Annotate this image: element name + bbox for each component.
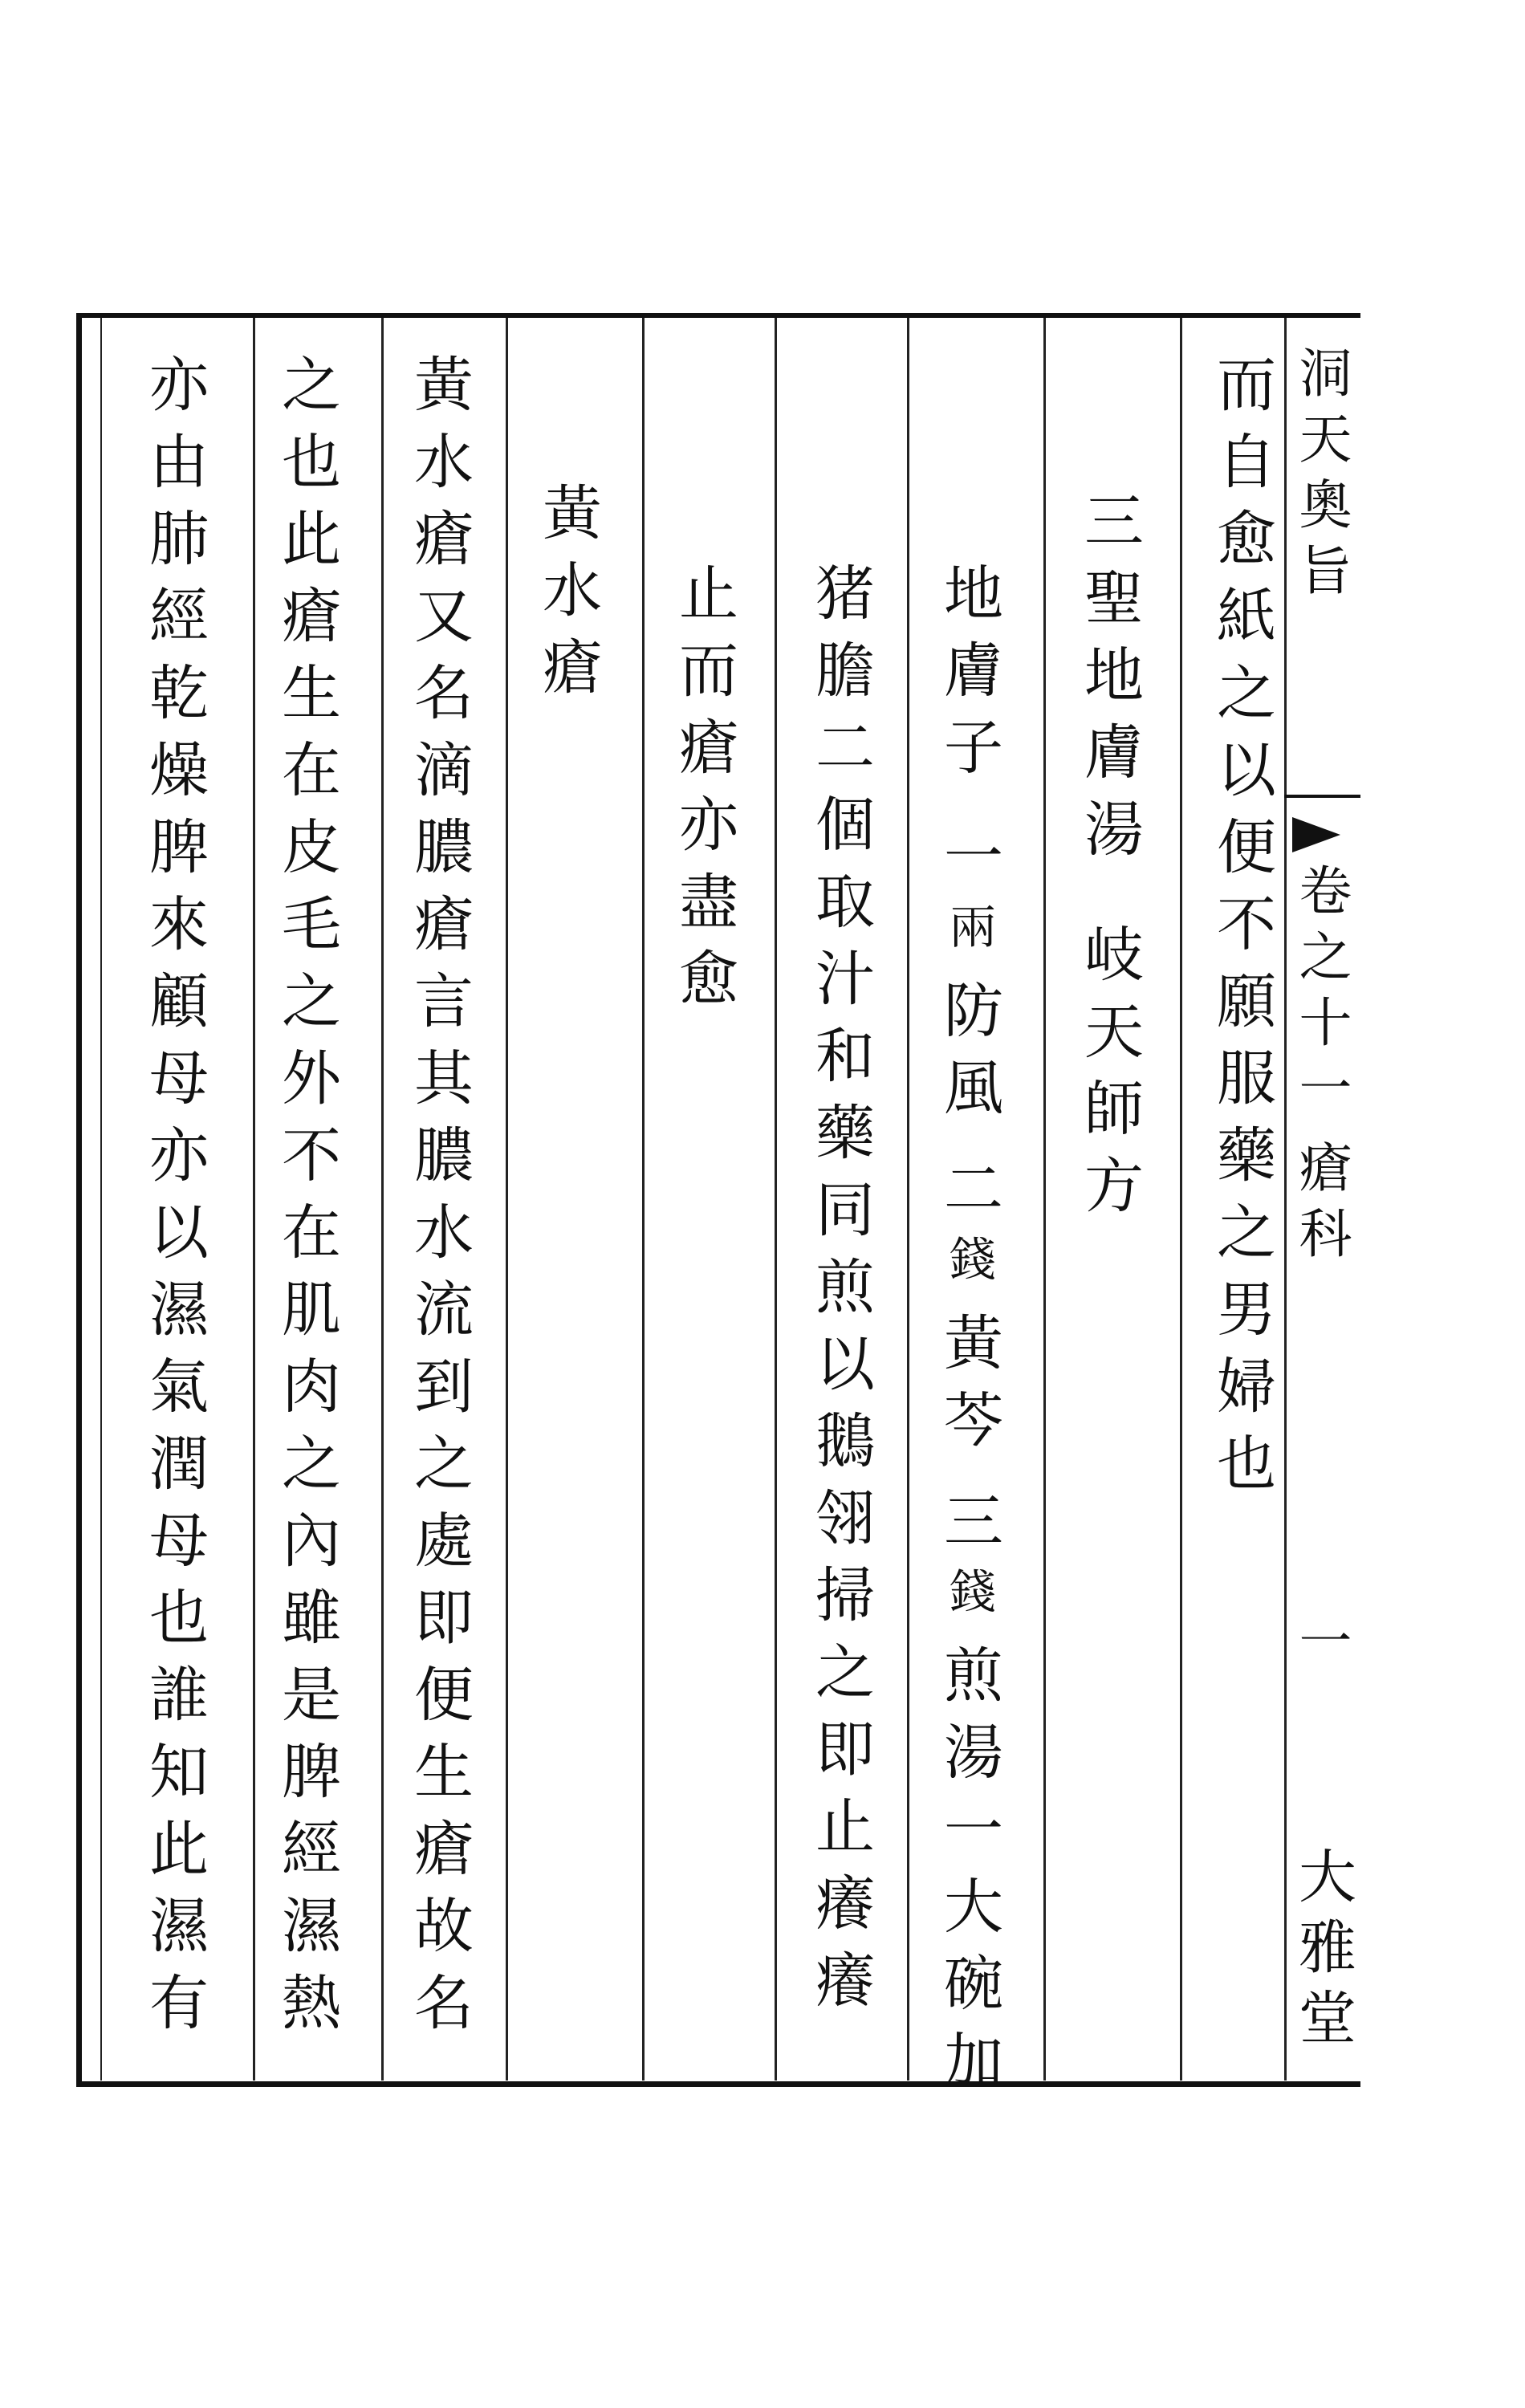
column-rule (1043, 318, 1046, 2081)
column-rule (381, 318, 384, 2081)
herb-dose: 一 (934, 825, 1003, 902)
text-column-3 (934, 562, 1003, 2106)
instruction: 煎湯一大碗加 (934, 1644, 1003, 2106)
herb-name: 黃芩 (934, 1312, 1003, 1466)
frame-inner-rule (100, 318, 102, 2081)
herb-name: 地膚子 (934, 562, 1003, 793)
herb-dose: 三 (934, 1490, 1003, 1567)
text-column-2 (1075, 490, 1144, 1231)
margin-page-number: 一 (1290, 1613, 1352, 1679)
text-column-9: 亦由肺經乾燥脾來顧母亦以濕氣潤母也誰知此濕有 (140, 353, 209, 2048)
fish-tail-mark (1292, 817, 1340, 852)
herb-dose: 二 (934, 1157, 1003, 1235)
text-column-1: 而自愈紙之以便不願服藥之男婦也 (1207, 353, 1276, 1509)
margin-topic: 瘡科 (1290, 1140, 1352, 1271)
text-column-8: 之也此瘡生在皮毛之外不在肌肉之內雖是脾經濕熱 (272, 353, 341, 2048)
margin-publisher: 大雅堂 (1289, 1846, 1356, 2058)
section-heading: 黃水瘡 (533, 482, 602, 713)
column-rule (775, 318, 777, 2081)
herb-name: 防風 (934, 979, 1003, 1133)
formula-title: 三聖地膚湯 (1075, 490, 1144, 875)
fish-tail-rule (1284, 795, 1360, 798)
column-rule (907, 318, 909, 2081)
column-rule (506, 318, 508, 2081)
column-rule (253, 318, 255, 2081)
margin-book-title: 洞天奧旨 (1290, 345, 1352, 608)
text-column-4: 猪膽二個取汁和藥同煎以鵝翎掃之即止癢癢 (806, 562, 875, 2026)
text-column-5: 止而瘡亦盡愈 (669, 562, 738, 1024)
text-column-7: 黃水瘡又名滴膿瘡言其膿水流到之處即便生瘡故名 (405, 353, 474, 2048)
margin-chapter: 卷之十一 (1290, 863, 1352, 1126)
column-rule (1180, 318, 1182, 2081)
dose-unit: 兩 (941, 902, 996, 963)
dose-unit: 錢 (941, 1567, 996, 1628)
column-rule (642, 318, 645, 2081)
dose-unit: 錢 (941, 1235, 996, 1296)
formula-source: 岐天師方 (1075, 923, 1144, 1231)
